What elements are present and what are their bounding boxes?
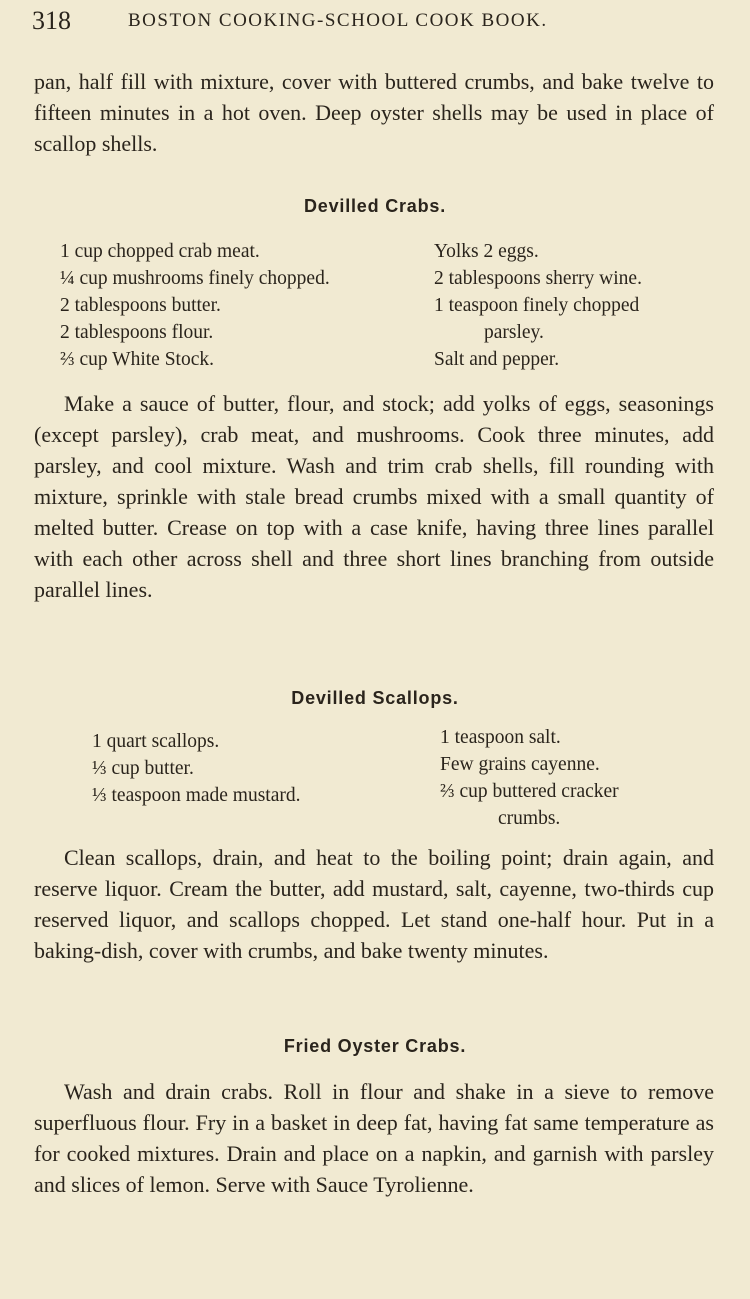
ingredient: 1 teaspoon finely chopped xyxy=(434,295,640,316)
ingredient: 1 cup chopped crab meat. xyxy=(60,241,260,262)
ingredient: ¼ cup mushrooms finely chopped. xyxy=(60,268,330,289)
ingredient: 2 tablespoons flour. xyxy=(60,322,214,343)
recipe-title-fried-oyster-crabs: Fried Oyster Crabs. xyxy=(283,1036,467,1056)
ingredient: ⅔ cup White Stock. xyxy=(60,349,214,370)
ingredient: Yolks 2 eggs. xyxy=(434,241,539,262)
ingredient: Few grains cayenne. xyxy=(440,754,600,775)
ingredients-right-devilled-scallops xyxy=(440,724,619,832)
directions-fried-oyster-crabs: Wash and drain crabs. Roll in flour and shake in a sieve to remove superfluous flour. Fry in a basket in deep fat, having fat same temperature as for cooked mixtures. Drain and place on a napkin, and garnish with parsley and slices of lemon. Serve with Sauce Tyrolienne. xyxy=(34,1079,714,1197)
page-number: 318 xyxy=(32,6,71,35)
ingredient: ⅔ cup buttered cracker xyxy=(440,781,619,802)
ingredient: 2 tablespoons sherry wine. xyxy=(434,268,642,289)
ingredient: crumbs. xyxy=(498,808,561,829)
page-header xyxy=(32,6,730,38)
recipe-title-devilled-scallops: Devilled Scallops. xyxy=(291,688,459,708)
directions-devilled-crabs: Make a sauce of butter, flour, and stock; add yolks of eggs, seasonings (except parsley), crab meat, and mushrooms. Cook three minutes, add parsley, and cool mixture. Wash and trim crab shells, fill rounding with mixture, sprinkle with stale bread crumbs mixed with a small quantity of melted butter. Crease on top with a case knife, having three lines parallel with each other across shell and three short lines branching from outside parallel lines. xyxy=(34,391,714,602)
ingredient: parsley. xyxy=(484,322,544,343)
ingredients-left-devilled-scallops xyxy=(92,728,301,809)
ingredient: 1 teaspoon salt. xyxy=(440,727,561,748)
recipe-title-devilled-crabs: Devilled Crabs. xyxy=(303,196,447,216)
directions-devilled-scallops: Clean scallops, drain, and heat to the boiling point; drain again, and reserve liquor. Cream the butter, add mustard, salt, cayenne, two-thirds cup reserved liquor, and scallops chopped. Let stand one-half hour. Put in a baking-dish, cover with crumbs, and bake twenty minutes. xyxy=(34,845,714,963)
ingredient: ⅓ cup butter. xyxy=(92,758,194,779)
ingredients-left-devilled-crabs xyxy=(60,238,330,373)
ingredient: 1 quart scallops. xyxy=(92,731,220,752)
ingredient: ⅓ teaspoon made mustard. xyxy=(92,785,301,806)
intro-paragraph: pan, half fill with mixture, cover with buttered crumbs, and bake twelve to fifteen minutes in a hot oven. Deep oyster shells may be used in place of scallop shells. xyxy=(34,69,714,156)
ingredient: Salt and pepper. xyxy=(434,349,560,370)
running-title: BOSTON COOKING-SCHOOL COOK BOOK. xyxy=(128,10,548,31)
ingredients-right-devilled-crabs xyxy=(434,238,642,373)
ingredient: 2 tablespoons butter. xyxy=(60,295,221,316)
